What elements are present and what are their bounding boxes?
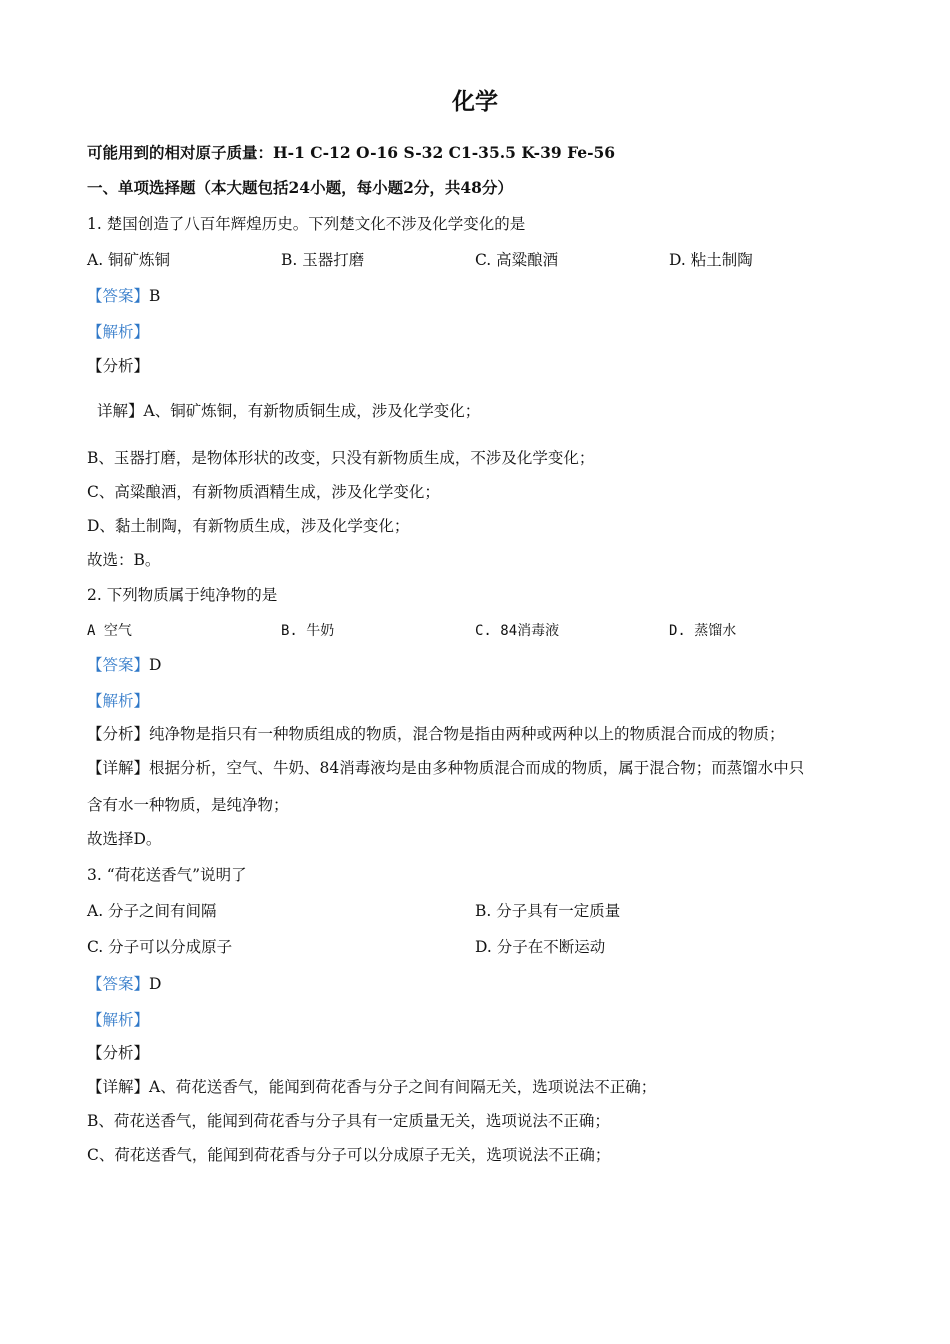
answer-tag: 【答案】	[87, 656, 150, 674]
q3-option-a: A. 分子之间有间隔	[87, 902, 217, 920]
q2-option-c: C. 84消毒液	[475, 623, 560, 639]
q1-answer	[87, 285, 160, 307]
q1-conclusion: 故选：B。	[87, 551, 161, 569]
q2-detail-2: 含有水一种物质，是纯净物；	[87, 796, 289, 814]
q3-analysis-tag: 【解析】	[87, 1011, 150, 1029]
q3-option-c: C. 分子可以分成原子	[87, 938, 233, 956]
answer-tag: 【答案】	[87, 287, 150, 305]
q3-answer	[87, 973, 161, 995]
question-1-stem: 1. 楚国创造了八百年辉煌历史。下列楚文化不涉及化学变化的是	[87, 215, 526, 233]
q1-detail-2: B、玉器打磨，是物体形状的改变，只没有新物质生成，不涉及化学变化；	[87, 449, 595, 467]
section-heading: 一、单项选择题（本大题包括24小题，每小题2分，共48分）	[87, 178, 513, 197]
page-title: 化学	[452, 88, 498, 115]
q3-detail-2: B、荷花送香气，能闻到荷花香与分子具有一定质量无关，选项说法不正确；	[87, 1112, 610, 1130]
q1-option-b: B. 玉器打磨	[281, 251, 365, 269]
answer-value: B	[149, 287, 161, 305]
q1-analysis-tag: 【解析】	[87, 323, 150, 341]
q2-answer	[87, 654, 161, 676]
q3-option-d: D. 分子在不断运动	[475, 938, 606, 956]
q3-detail-1: 【详解】A、荷花送香气，能闻到荷花香与分子之间有间隔无关，选项说法不正确；	[87, 1078, 657, 1096]
q3-detail-3: C、荷花送香气，能闻到荷花香与分子可以分成原子无关，选项说法不正确；	[87, 1146, 611, 1164]
q2-option-d: D. 蒸馏水	[669, 623, 737, 639]
q1-fenxi-tag: 【分析】	[87, 357, 150, 375]
answer-tag: 【答案】	[87, 975, 150, 993]
q2-analysis-tag: 【解析】	[87, 692, 150, 710]
q2-detail-1: 【详解】根据分析，空气、牛奶、84消毒液均是由多种物质混合而成的物质，属于混合物；而蒸馏水中只	[87, 759, 805, 777]
atomic-masses-line: 可能用到的相对原子质量：H-1 C-12 O-16 S-32 C1-35.5 K-39 Fe-56	[87, 143, 616, 162]
q2-option-b: B. 牛奶	[281, 623, 335, 639]
q3-fenxi-tag: 【分析】	[87, 1044, 150, 1062]
q2-option-a: A 空气	[87, 623, 132, 639]
answer-value: D	[149, 656, 162, 674]
q1-detail-4: D、黏土制陶，有新物质生成，涉及化学变化；	[87, 517, 410, 535]
q2-conclusion: 故选择D。	[87, 830, 162, 848]
q1-option-c: C. 高粱酿酒	[475, 251, 559, 269]
q1-option-a: A. 铜矿炼铜	[87, 251, 171, 269]
answer-value: D	[149, 975, 162, 993]
q1-detail-1: 详解】A、铜矿炼铜，有新物质铜生成，涉及化学变化；	[97, 402, 481, 420]
question-2-stem: 2. 下列物质属于纯净物的是	[87, 586, 278, 604]
q3-option-b: B. 分子具有一定质量	[475, 902, 621, 920]
q2-fenxi: 【分析】纯净物是指只有一种物质组成的物质，混合物是指由两种或两种以上的物质混合而成的物质；	[87, 725, 785, 743]
q1-detail-3: C、高粱酿酒，有新物质酒精生成，涉及化学变化；	[87, 483, 440, 501]
question-3-stem: 3. “荷花送香气”说明了	[87, 866, 247, 884]
q1-option-d: D. 粘土制陶	[669, 251, 753, 269]
